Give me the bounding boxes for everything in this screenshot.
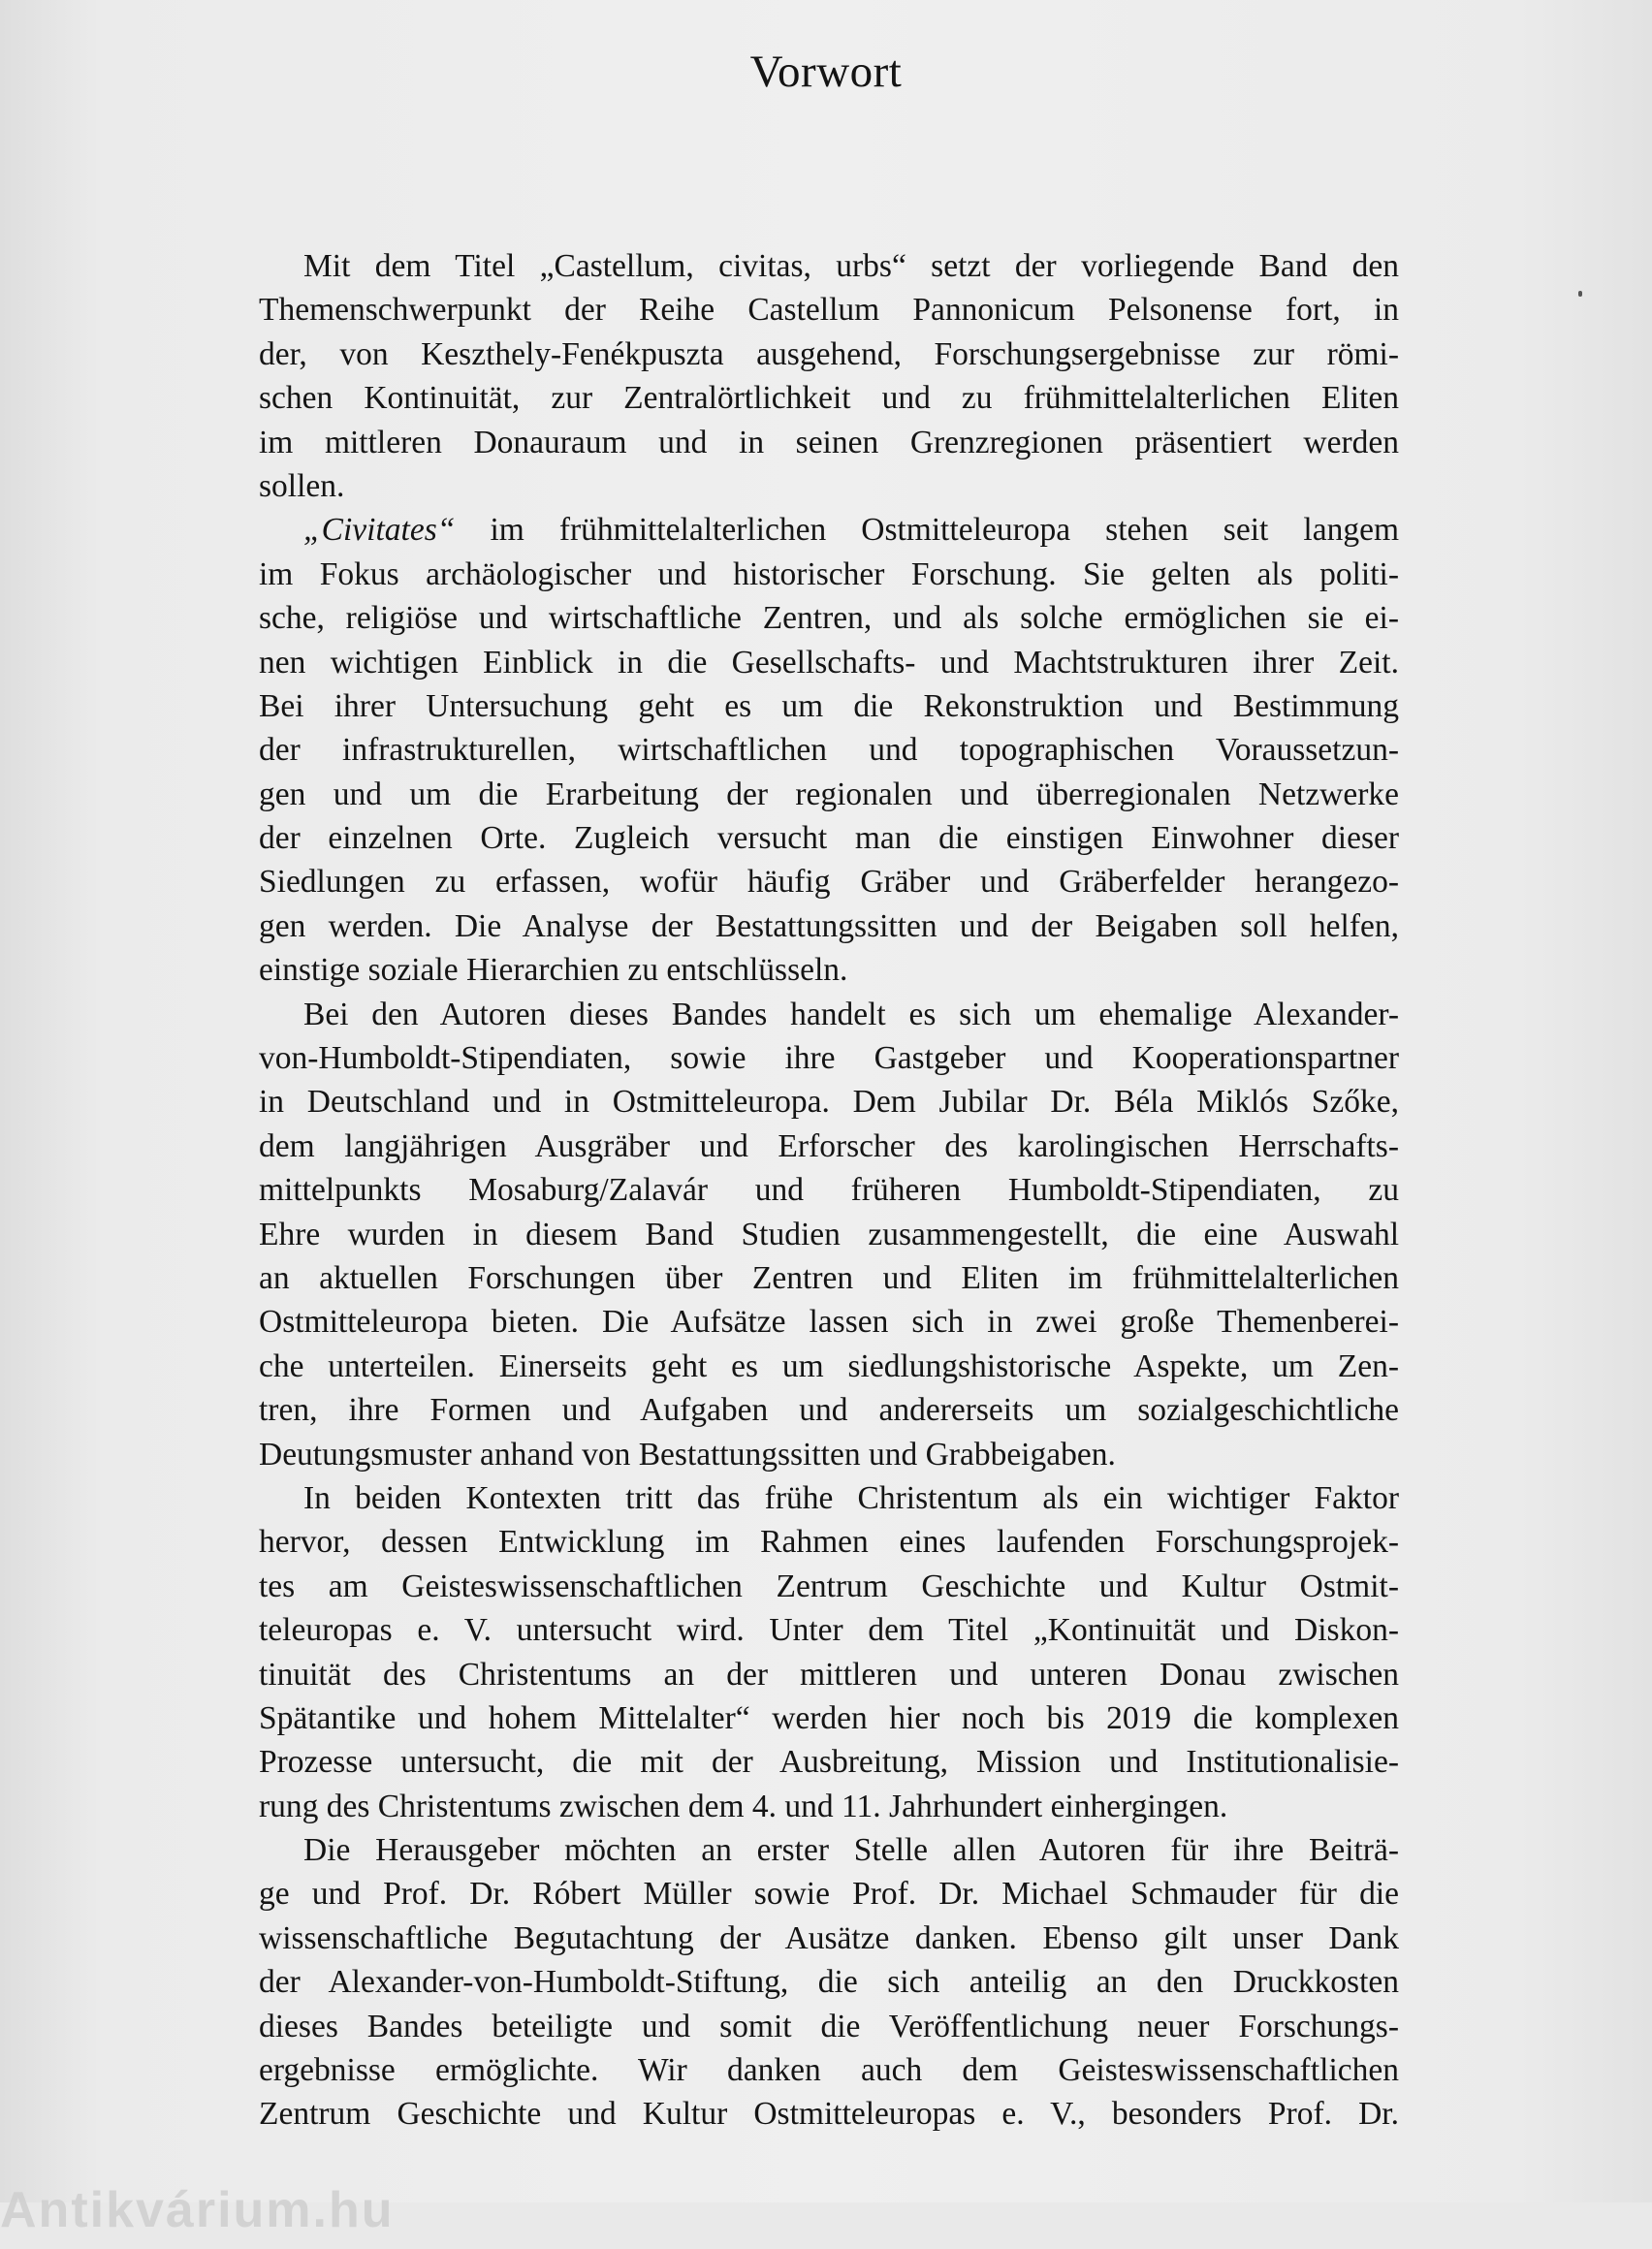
text-line: an aktuellen Forschungen über Zentren und Eliten im frühmittelalterlichen (259, 1259, 1399, 1296)
text-line: Bei den Autoren dieses Bandes handelt es sich um ehemalige Alexander- (303, 996, 1399, 1032)
text-line: teleuropas e. V. untersucht wird. Unter dem Titel „Kontinuität und Diskon- (259, 1612, 1399, 1649)
page-title: Vorwort (749, 47, 903, 97)
body-text (259, 244, 1399, 2137)
watermark-logo: Antikvárium.hu (0, 2182, 395, 2238)
text-line: Zentrum Geschichte und Kultur Ostmitteleuropas e. V., besonders Prof. Dr. (259, 2096, 1399, 2133)
text-line: sche, religiöse und wirtschaftliche Zentren, und als solche ermöglichen sie ei- (259, 600, 1399, 637)
text-line: In beiden Kontexten tritt das frühe Christentum als ein wichtiger Faktor (303, 1479, 1399, 1516)
paragraph-4 (259, 1476, 1399, 1828)
paragraph-5 (259, 1828, 1399, 2137)
text-line: schen Kontinuität, zur Zentralörtlichkeit und zu frühmittelalterlichen Eliten (259, 380, 1399, 417)
text-line: dieses Bandes beteiligte und somit die Veröffentlichung neuer Forschungs- (259, 2008, 1399, 2044)
text-line: Siedlungen zu erfassen, wofür häufig Gräber und Gräberfelder herangezo- (259, 864, 1399, 901)
text-line: Themenschwerpunkt der Reihe Castellum Pannonicum Pelsonense fort, in (259, 292, 1399, 329)
text-line: im mittleren Donauraum und in seinen Grenzregionen präsentiert werden (259, 424, 1399, 460)
text-line: der infrastrukturellen, wirtschaftlichen und topographischen Voraussetzun- (259, 732, 1399, 769)
text-line: von-Humboldt-Stipendiaten, sowie ihre Gastgeber und Kooperationspartner (259, 1040, 1399, 1077)
text-line: Ehre wurden in diesem Band Studien zusammengestellt, die eine Auswahl (259, 1216, 1399, 1252)
italic-term: „Civitates“ (303, 512, 456, 549)
text-line: dem langjährigen Ausgräber und Erforscher des karolingischen Herrschafts- (259, 1127, 1399, 1164)
text-run: im frühmittelalterlichen Ostmitteleuropa stehen seit langem (455, 512, 1399, 549)
text-line: der einzelnen Orte. Zugleich versucht man die einstigen Einwohner dieser (259, 820, 1399, 857)
paragraph-1 (259, 244, 1399, 508)
text-line: der Alexander-von-Humboldt-Stiftung, die sich anteilig an den Druckkosten (259, 1964, 1399, 2001)
text-line: in Deutschland und in Ostmitteleuropa. Dem Jubilar Dr. Béla Miklós Szőke, (259, 1084, 1399, 1121)
text-line: rung des Christentums zwischen dem 4. und 11. Jahrhundert einhergingen. (259, 1788, 1228, 1824)
paragraph-2 (259, 508, 1399, 992)
text-line: Ostmitteleuropa bieten. Die Aufsätze lassen sich in zwei große Themenberei- (259, 1304, 1399, 1341)
text-line: ergebnisse ermöglichte. Wir danken auch dem Geisteswissenschaftlichen (259, 2052, 1399, 2089)
text-line: hervor, dessen Entwicklung im Rahmen eines laufenden Forschungsprojek- (259, 1524, 1399, 1561)
text-line: Bei ihrer Untersuchung geht es um die Rekonstruktion und Bestimmung (259, 687, 1399, 724)
text-line: sollen. (259, 467, 345, 504)
text-line-with-italic (259, 508, 1399, 552)
text-line: che unterteilen. Einerseits geht es um siedlungshistorische Aspekte, um Zen- (259, 1347, 1399, 1384)
text-line: einstige soziale Hierarchien zu entschlüsseln. (259, 952, 848, 989)
text-line: Die Herausgeber möchten an erster Stelle allen Autoren für ihre Beiträ- (303, 1832, 1399, 1869)
text-line: der, von Keszthely-Fenékpuszta ausgehend, Forschungsergebnisse zur römi- (259, 335, 1399, 372)
text-line: Prozesse untersucht, die mit der Ausbreitung, Mission und Institutionalisie- (259, 1744, 1399, 1781)
text-line: Mit dem Titel „Castellum, civitas, urbs“ setzt der vorliegende Band den (303, 248, 1399, 284)
text-line: im Fokus archäologischer und historischer Forschung. Sie gelten als politi- (259, 555, 1399, 592)
text-line: ge und Prof. Dr. Róbert Müller sowie Prof. Dr. Michael Schmauder für die (259, 1876, 1399, 1913)
dust-speck (1578, 291, 1582, 297)
paragraph-3 (259, 993, 1399, 1476)
text-line: tes am Geisteswissenschaftlichen Zentrum Geschichte und Kultur Ostmit- (259, 1568, 1399, 1604)
text-line: Deutungsmuster anhand von Bestattungssitten und Grabbeigaben. (259, 1436, 1116, 1473)
text-line: Spätantike und hohem Mittelalter“ werden hier noch bis 2019 die komplexen (259, 1699, 1399, 1736)
text-line: wissenschaftliche Begutachtung der Ausätze danken. Ebenso gilt unser Dank (259, 1919, 1399, 1956)
text-line: tinuität des Christentums an der mittleren und unteren Donau zwischen (259, 1656, 1399, 1693)
text-line: mittelpunkts Mosaburg/Zalavár und früheren Humboldt-Stipendiaten, zu (259, 1172, 1399, 1209)
text-line: tren, ihre Formen und Aufgaben und andererseits um sozialgeschichtliche (259, 1392, 1399, 1429)
text-line: nen wichtigen Einblick in die Gesellschafts- und Machtstrukturen ihrer Zeit. (259, 644, 1399, 681)
text-line: gen werden. Die Analyse der Bestattungssitten und der Beigaben soll helfen, (259, 907, 1399, 944)
text-line: gen und um die Erarbeitung der regionalen und überregionalen Netzwerke (259, 776, 1399, 812)
